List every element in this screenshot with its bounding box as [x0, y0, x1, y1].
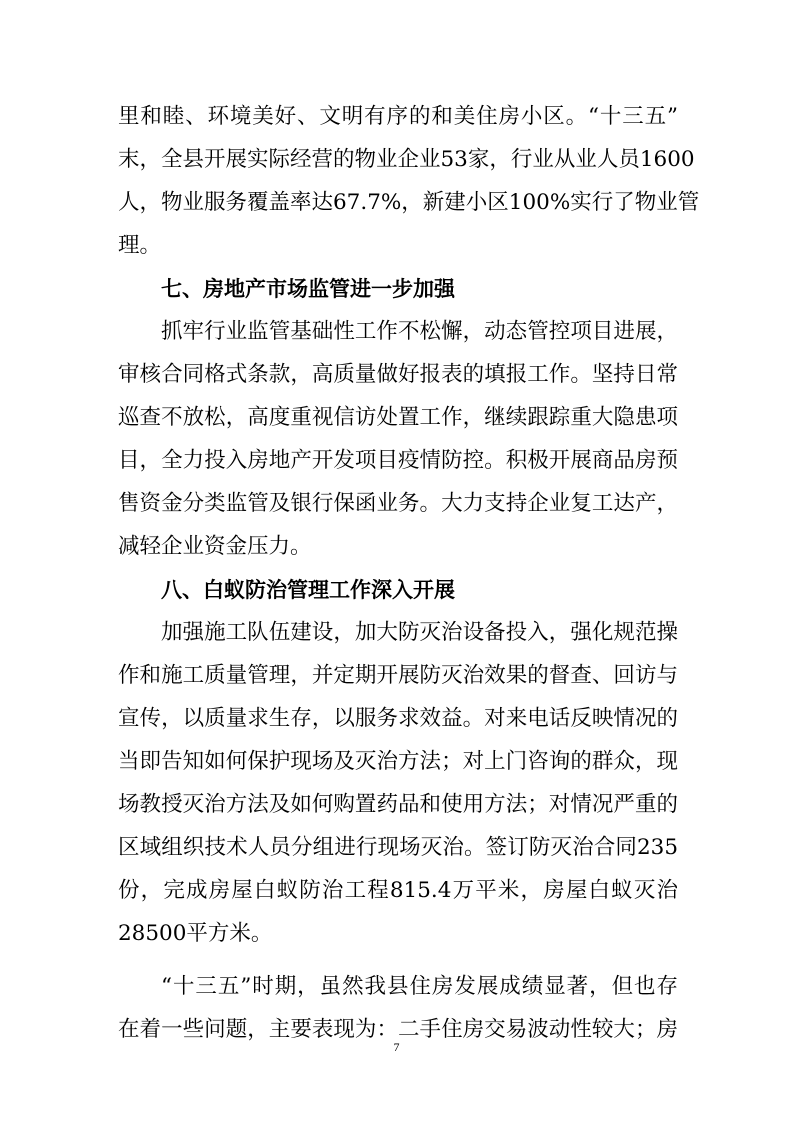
paragraph-line: 目，全力投入房地产开发项目疫情防控。积极开展商品房预 — [118, 448, 678, 473]
paragraph-line: 作和施工质量管理，并定期开展防灭治效果的督查、回访与 — [118, 663, 678, 688]
section-heading: 七、房地产市场监管进一步加强 — [161, 277, 455, 301]
paragraph-line: 28500平方米。 — [118, 921, 273, 946]
section-heading: 八、白蚁防治管理工作深入开展 — [161, 578, 455, 602]
paragraph-line: 抓牢行业监管基础性工作不松懈，动态管控项目进展， — [161, 319, 678, 344]
paragraph-line: 巡查不放松，高度重视信访处置工作，继续跟踪重大隐患项 — [118, 405, 678, 430]
paragraph-line: 场教授灭治方法及如何购置药品和使用方法；对情况严重的 — [118, 792, 678, 817]
paragraph-line: 里和睦、环境美好、文明有序的和美住房小区。“十三五” — [118, 104, 678, 129]
paragraph-line: 加强施工队伍建设，加大防灭治设备投入，强化规范操 — [161, 620, 678, 645]
paragraph-line: 宣传，以质量求生存，以服务求效益。对来电话反映情况的 — [118, 706, 678, 731]
paragraph-line: 区域组织技术人员分组进行现场灭治。签订防灭治合同235 — [118, 835, 678, 860]
paragraph-line: 理。 — [118, 233, 162, 258]
paragraph-line: 份，完成房屋白蚁防治工程815.4万平米，房屋白蚁灭治 — [118, 878, 678, 903]
paragraph-line: 审核合同格式条款，高质量做好报表的填报工作。坚持日常 — [118, 362, 678, 387]
paragraph-line: 售资金分类监管及银行保函业务。大力支持企业复工达产， — [118, 491, 678, 516]
paragraph-line: 减轻企业资金压力。 — [118, 534, 312, 559]
paragraph-line: 当即告知如何保护现场及灭治方法；对上门咨询的群众，现 — [118, 749, 678, 774]
paragraph-line: 人，物业服务覆盖率达67.7%，新建小区100%实行了物业管 — [118, 190, 700, 215]
paragraph-line: 在着一些问题，主要表现为：二手住房交易波动性较大；房 — [118, 1017, 678, 1042]
paragraph-line: “十三五”时期，虽然我县住房发展成绩显著，但也存 — [161, 974, 678, 999]
paragraph-line: 末，全县开展实际经营的物业企业53家，行业从业人员1600 — [118, 147, 695, 172]
page-number: 7 — [393, 1040, 400, 1054]
